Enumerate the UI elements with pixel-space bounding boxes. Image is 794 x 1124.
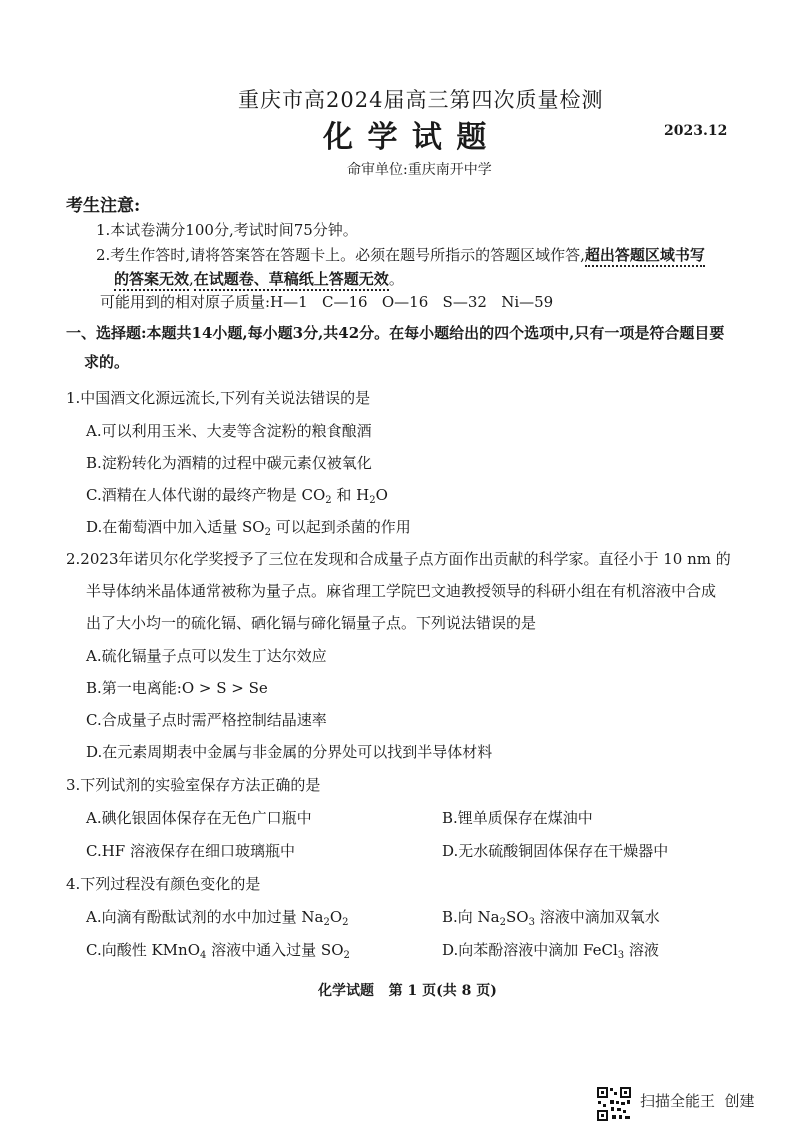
q2-option-c: C.合成量子点时需严格控制结晶速率 bbox=[86, 711, 327, 729]
q3-option-b: B.锂单质保存在煤油中 bbox=[442, 809, 593, 827]
q1-option-a: A.可以利用玉米、大麦等含淀粉的粮食酿酒 bbox=[86, 422, 372, 440]
q1-stem: 1.中国酒文化源远流长,下列有关说法错误的是 bbox=[66, 389, 371, 407]
q1-option-b: B.淀粉转化为酒精的过程中碳元素仅被氧化 bbox=[86, 454, 372, 472]
q3-option-d: D.无水硫酸铜固体保存在干燥器中 bbox=[442, 842, 669, 860]
q4-c-text2: 溶液中通入过量 SO bbox=[206, 941, 344, 959]
q1-c-text: C.酒精在人体代谢的最终产物是 CO bbox=[86, 486, 326, 504]
exam-title: 重庆市高2024届高三第四次质量检测 bbox=[238, 88, 604, 112]
q1-c-sub: 2 bbox=[325, 495, 332, 506]
q4-d-text: D.向苯酚溶液中滴加 FeCl bbox=[442, 941, 618, 959]
q4-b-text2: SO bbox=[506, 908, 529, 926]
q1-d-text: D.在葡萄酒中加入适量 SO bbox=[86, 518, 265, 536]
notice-item-2 bbox=[96, 244, 705, 265]
q4-b-text: B.向 Na bbox=[442, 908, 500, 926]
q2-stem-line3: 出了大小均一的硫化镉、硒化镉与碲化镉量子点。下列说法错误的是 bbox=[86, 614, 537, 632]
notice-item-2-emphasis-2: 的答案无效 bbox=[114, 270, 189, 291]
notice-item-2-emphasis-1: 超出答题区域书写 bbox=[585, 246, 705, 267]
notice-item-2-comma: , bbox=[189, 270, 194, 288]
q1-c-text2: 和 H bbox=[331, 486, 370, 504]
scanner-watermark: 扫描全能王 创建 bbox=[640, 1092, 755, 1110]
q1-option-d bbox=[86, 516, 411, 537]
q2-option-a: A.硫化镉量子点可以发生丁达尔效应 bbox=[86, 647, 327, 665]
exam-date: 2023.12 bbox=[664, 123, 728, 139]
q4-c-sub: 4 bbox=[200, 950, 207, 961]
notice-item-2-emphasis-3: 在试题卷、草稿纸上答题无效 bbox=[194, 270, 389, 291]
q4-a-sub: 2 bbox=[323, 917, 330, 928]
q4-option-c bbox=[86, 939, 350, 960]
q4-stem: 4.下列过程没有颜色变化的是 bbox=[66, 875, 261, 893]
notice-item-2-text: 2.考生作答时,请将答案答在答题卡上。必须在题号所指示的答题区域作答, bbox=[96, 246, 585, 264]
q4-b-text3: 溶液中滴加双氧水 bbox=[534, 908, 660, 926]
page-footer: 化学试题 第 1 页(共 8 页) bbox=[318, 983, 497, 999]
q1-c-sub2: 2 bbox=[369, 495, 376, 506]
q4-d-sub: 3 bbox=[617, 950, 625, 961]
q4-b-sub: 2 bbox=[499, 917, 507, 928]
q4-a-sub2: 2 bbox=[342, 917, 349, 928]
notice-item-2-cont bbox=[114, 268, 404, 289]
q4-option-a bbox=[86, 906, 349, 927]
q3-stem: 3.下列试剂的实验室保存方法正确的是 bbox=[66, 776, 321, 794]
q4-a-text2: O bbox=[329, 908, 343, 926]
q2-stem-line2: 半导体纳米晶体通常被称为量子点。麻省理工学院巴文迪教授领导的科研小组在有机溶液中合成 bbox=[86, 582, 717, 600]
q3-option-c: C.HF 溶液保存在细口玻璃瓶中 bbox=[86, 842, 295, 860]
section1-title: 一、选择题:本题共14小题,每小题3分,共42分。在每小题给出的四个选项中,只有一项是符合题目要 bbox=[66, 324, 725, 342]
q4-option-d bbox=[442, 939, 659, 960]
q4-option-b bbox=[442, 906, 660, 927]
q1-option-c bbox=[86, 484, 388, 505]
subject-title: 化 学 试 题 bbox=[323, 120, 489, 155]
qr-code-icon bbox=[596, 1086, 632, 1122]
q1-d-sub: 2 bbox=[264, 527, 271, 538]
q4-c-sub2: 2 bbox=[343, 950, 350, 961]
author-unit: 命审单位:重庆南开中学 bbox=[347, 162, 492, 178]
q4-c-text: C.向酸性 KMnO bbox=[86, 941, 201, 959]
q1-d-text2: 可以起到杀菌的作用 bbox=[270, 518, 411, 536]
notice-heading: 考生注意: bbox=[66, 196, 141, 216]
atomic-mass-line: 可能用到的相对原子质量:H—1 C—16 O—16 S—32 Ni—59 bbox=[100, 293, 554, 311]
q1-c-text3: O bbox=[375, 486, 388, 504]
q2-option-b: B.第一电离能:O > S > Se bbox=[86, 679, 268, 697]
q3-option-a: A.碘化银固体保存在无色广口瓶中 bbox=[86, 809, 312, 827]
q4-d-text2: 溶液 bbox=[624, 941, 659, 959]
notice-item-2-period: 。 bbox=[388, 270, 404, 288]
q2-option-d: D.在元素周期表中金属与非金属的分界处可以找到半导体材料 bbox=[86, 743, 493, 761]
section1-title-cont: 求的。 bbox=[84, 353, 130, 371]
q4-a-text: A.向滴有酚酞试剂的水中加过量 Na bbox=[86, 908, 324, 926]
q4-b-sub2: 3 bbox=[528, 917, 535, 928]
q2-stem-line1: 2.2023年诺贝尔化学奖授予了三位在发现和合成量子点方面作出贡献的科学家。直径小于 10 nm 的 bbox=[66, 550, 731, 568]
notice-item-1: 1.本试卷满分100分,考试时间75分钟。 bbox=[96, 221, 358, 239]
